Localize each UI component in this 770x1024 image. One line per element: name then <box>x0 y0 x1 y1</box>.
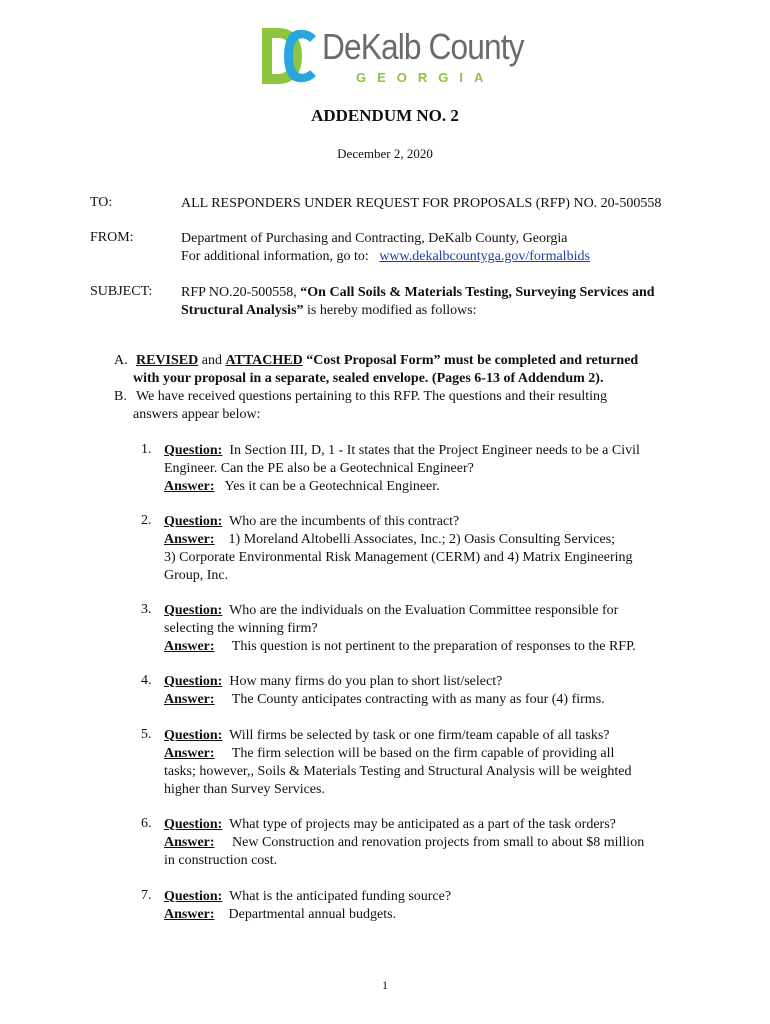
addendum-title: ADDENDUM NO. 2 <box>311 106 459 125</box>
question-7-number: 7. <box>141 888 152 903</box>
item-a-rest-2: with your proposal in a separate, sealed envelope. (Pages 6-13 of Addendum 2). <box>133 371 604 386</box>
from-value <box>181 230 590 266</box>
answer-text: The County anticipates contracting with as many as four (4) firms. <box>231 692 605 707</box>
addendum-date: December 2, 2020 <box>337 146 433 161</box>
question-5 <box>164 727 724 799</box>
subject-title-1: “On Call Soils & Materials Testing, Surveying Services and <box>300 285 655 300</box>
revised-word: REVISED <box>136 353 199 368</box>
answer-text: This question is not pertinent to the preparation of responses to the RFP. <box>231 639 636 654</box>
to-label: TO: <box>90 195 113 210</box>
answer-text: New Construction and renovation projects from small to about $8 million <box>232 835 645 850</box>
question-3-number: 3. <box>141 602 152 617</box>
item-a-rest-1: “Cost Proposal Form” must be completed and returned <box>302 353 639 368</box>
item-b-marker: B. <box>114 389 127 404</box>
question-5-number: 5. <box>141 727 152 742</box>
answer-text: Group, Inc. <box>164 568 229 583</box>
question-text: selecting the winning firm? <box>164 621 318 636</box>
dc-monogram-icon <box>258 22 320 90</box>
answer-label: Answer: <box>164 532 215 547</box>
subject-prefix: RFP NO.20-500558, <box>181 285 301 300</box>
answer-text: Yes it can be a Geotechnical Engineer. <box>224 479 440 494</box>
to-value: ALL RESPONDERS UNDER REQUEST FOR PROPOSALS (RFP) NO. 20-500558 <box>181 196 662 211</box>
answer-text: higher than Survey Services. <box>164 782 325 797</box>
item-a-marker: A. <box>114 353 128 368</box>
subject-suffix: is hereby modified as follows: <box>303 303 477 318</box>
answer-text: tasks; however,, Soils & Materials Testing and Structural Analysis will be weighted <box>164 764 632 779</box>
answer-label: Answer: <box>164 907 215 922</box>
formal-bids-link[interactable]: www.dekalbcountyga.gov/formalbids <box>379 249 590 264</box>
question-1 <box>164 442 724 496</box>
attached-word: ATTACHED <box>225 353 303 368</box>
question-label: Question: <box>164 674 223 689</box>
from-line-2-prefix: For additional information, go to: <box>181 249 369 264</box>
item-a-text <box>136 352 638 370</box>
question-text: Who are the incumbents of this contract? <box>229 514 460 529</box>
question-text: Will firms be selected by task or one firm/team capable of all tasks? <box>229 728 610 743</box>
question-6-number: 6. <box>141 816 152 831</box>
question-label: Question: <box>164 514 223 529</box>
question-label: Question: <box>164 603 223 618</box>
page-number: 1 <box>382 978 388 992</box>
question-text: Who are the individuals on the Evaluation Committee responsible for <box>229 603 619 618</box>
item-a-and: and <box>198 353 226 368</box>
question-text: What is the anticipated funding source? <box>229 889 452 904</box>
question-3 <box>164 602 724 656</box>
answer-label: Answer: <box>164 692 215 707</box>
question-label: Question: <box>164 728 223 743</box>
from-line-1: Department of Purchasing and Contracting, DeKalb County, Georgia <box>181 231 568 246</box>
question-2-number: 2. <box>141 513 152 528</box>
from-label: FROM: <box>90 230 134 245</box>
logo-wordmark: DeKalb County <box>322 26 524 67</box>
subject-title-2: Structural Analysis” <box>181 303 304 318</box>
question-text: Engineer. Can the PE also be a Geotechnical Engineer? <box>164 461 474 476</box>
from-line-2 <box>181 248 590 266</box>
question-1-number: 1. <box>141 442 152 457</box>
question-6 <box>164 816 724 870</box>
question-text: How many firms do you plan to short list/select? <box>229 674 503 689</box>
question-text: In Section III, D, 1 - It states that the Project Engineer needs to be a Civil <box>229 443 640 458</box>
answer-text: 3) Corporate Environmental Risk Management (CERM) and 4) Matrix Engineering <box>164 550 633 565</box>
question-label: Question: <box>164 443 223 458</box>
question-label: Question: <box>164 817 223 832</box>
answer-text: 1) Moreland Altobelli Associates, Inc.; 2) Oasis Consulting Services; <box>228 532 616 547</box>
subject-value <box>181 284 655 320</box>
answer-text: in construction cost. <box>164 853 278 868</box>
question-7 <box>164 888 724 924</box>
answer-label: Answer: <box>164 479 215 494</box>
question-4-number: 4. <box>141 673 152 688</box>
question-label: Question: <box>164 889 223 904</box>
question-2 <box>164 513 724 585</box>
answer-label: Answer: <box>164 746 215 761</box>
answer-text: The firm selection will be based on the firm capable of providing all <box>231 746 615 761</box>
item-b-line-1: We have received questions pertaining to this RFP. The questions and their resulting <box>136 389 608 404</box>
question-4 <box>164 673 724 709</box>
answer-text: Departmental annual budgets. <box>228 907 397 922</box>
logo-subtitle: GEORGIA <box>356 70 495 85</box>
answer-label: Answer: <box>164 835 215 850</box>
subject-label: SUBJECT: <box>90 284 153 299</box>
dekalb-county-logo <box>258 22 524 92</box>
item-b-line-2: answers appear below: <box>133 407 261 422</box>
question-text: What type of projects may be anticipated as a part of the task orders? <box>229 817 616 832</box>
answer-label: Answer: <box>164 639 215 654</box>
